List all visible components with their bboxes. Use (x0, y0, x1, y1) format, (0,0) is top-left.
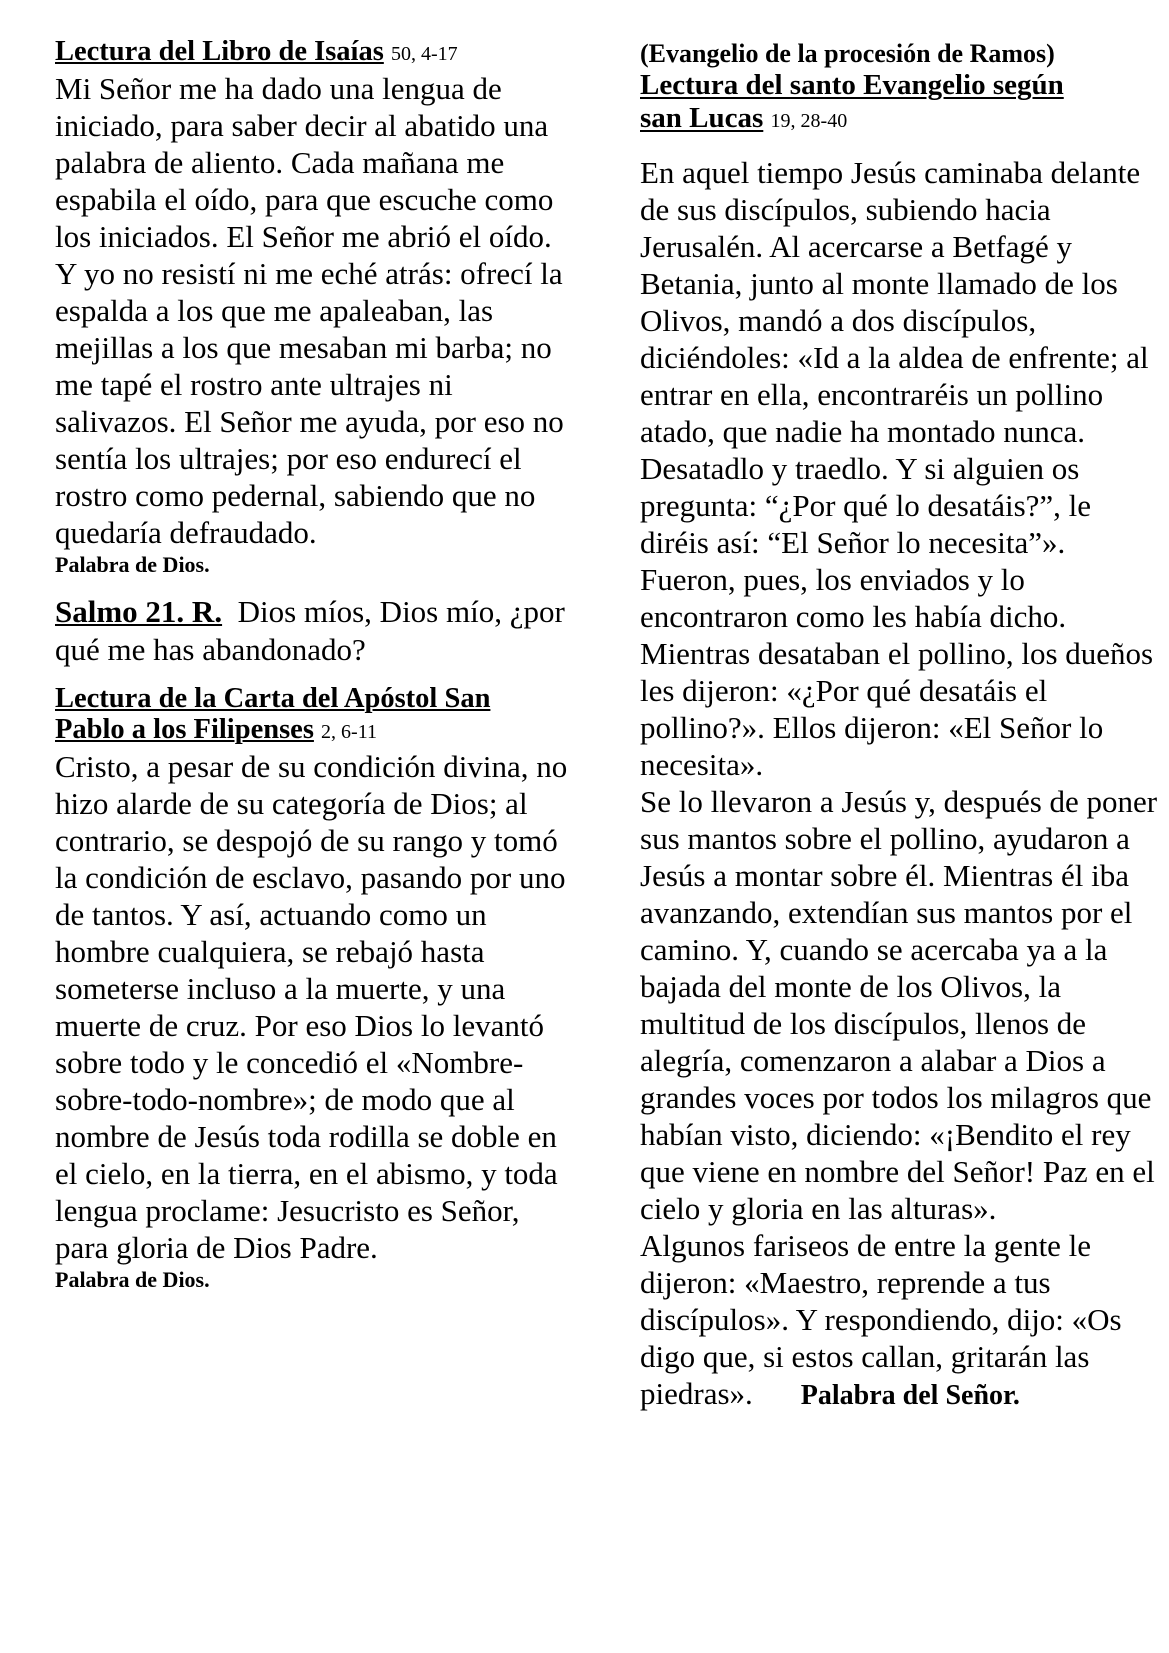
filipenses-title-line2: Pablo a los Filipenses (55, 714, 314, 745)
gospel-heading (640, 69, 1160, 138)
gospel-paragraph-last (640, 1227, 1160, 1414)
filipenses-reading (55, 683, 575, 1294)
isaias-title: Lectura del Libro de Isaías (55, 36, 384, 67)
gospel-paragraph: En aquel tiempo Jesús caminaba delante de sus discípulos, subiendo hacia Jerusalén. Al acercarse a Betfagé y Betania, junto al monte llamado de los Olivos, mandó a dos discípulos, diciéndoles: «Id a la aldea de enfrente; al entrar en ella, encontraréis un pollino atado, que nadie ha montado nunca. Desatadlo y traedlo. Y si alguien os pregunta: “¿Por qué lo desatáis?”, le diréis así: “El Señor lo necesita”». (640, 155, 1149, 560)
salmo-line (55, 593, 575, 669)
filipenses-heading (55, 683, 575, 748)
gospel-paragraph: Fueron, pues, los enviados y lo encontraron como les había dicho. Mientras desataban el pollino, los dueños les dijeron: «¿Por qué desatáis el pollino?». Ellos dijeron: «El Señor lo necesita». (640, 562, 1154, 782)
filipenses-reference: 2, 6-11 (321, 721, 377, 743)
isaias-text: Mi Señor me ha dado una lengua de iniciado, para saber decir al abatido una palabra de aliento. Cada mañana me espabila el oído, para que escuche como los iniciados. El Señor me abrió el oído. Y yo no resistí ni me eché atrás: ofrecí la espalda a los que me apaleaban, las mejillas a los que mesaban mi barba; no me tapé el rostro ante ultrajes ni salivazos. El Señor me ayuda, por eso no sentía los ultrajes; por eso endurecí el rostro como pedernal, sabiendo que no quedaría defraudado. (55, 71, 564, 550)
gospel-title-line1: Lectura del santo Evangelio según (640, 69, 1064, 101)
isaias-reference: 50, 4-17 (390, 43, 458, 65)
gospel-paragraph-text: Algunos fariseos de entre la gente le dijeron: «Maestro, reprende a tus discípulos». Y respondiendo, dijo: «Os digo que, si estos callan, gritarán las piedras». (640, 1228, 1122, 1411)
isaias-closing: Palabra de Dios. (55, 552, 210, 577)
isaias-heading (55, 36, 575, 70)
gospel-body (640, 154, 1160, 1414)
right-column (640, 38, 1160, 1414)
gospel-paragraph: Se lo llevaron a Jesús y, después de poner sus mantos sobre el pollino, ayudaron a Jesús a montar sobre él. Mientras él iba avanzando, extendían sus mantos por el camino. Y, cuando se acercaba ya a la bajada del monte de los Olivos, la multitud de los discípulos, llenos de alegría, comenzaron a alabar a Dios a grandes voces por todos los milagros que habían visto, diciendo: «¡Bendito el rey que viene en nombre del Señor! Paz en el cielo y gloria en las alturas». (640, 784, 1158, 1226)
filipenses-text: Cristo, a pesar de su condición divina, no hizo alarde de su categoría de Dios; al contrario, se despojó de su rango y tomó la condición de esclavo, pasando por uno de tantos. Y así, actuando como un hombre cualquiera, se rebajó hasta someterse incluso a la muerte, y una muerte de cruz. Por eso Dios lo levantó sobre todo y le concedió el «Nombre-sobre-todo-nombre»; de modo que al nombre de Jesús toda rodilla se doble en el cielo, en la tierra, en el abismo, y toda lengua proclame: Jesucristo es Señor, para gloria de Dios Padre. (55, 749, 568, 1265)
gospel-header: (Evangelio de la procesión de Ramos) (640, 39, 1055, 68)
filipenses-title-line1: Lectura de la Carta del Apóstol San (55, 683, 491, 714)
salmo-response: Dios míos, Dios mío, ¿por qué me has abandonado? (55, 594, 565, 667)
gospel-closing: Palabra del Señor. (800, 1380, 1020, 1411)
salmo-label: Salmo 21. R. (55, 594, 223, 629)
left-column (55, 36, 575, 1294)
filipenses-closing: Palabra de Dios. (55, 1267, 210, 1292)
isaias-reading (55, 36, 575, 579)
gospel-title-line2: san Lucas (640, 102, 764, 134)
gospel-reference: 19, 28-40 (770, 110, 848, 132)
salmo-section (55, 593, 575, 669)
